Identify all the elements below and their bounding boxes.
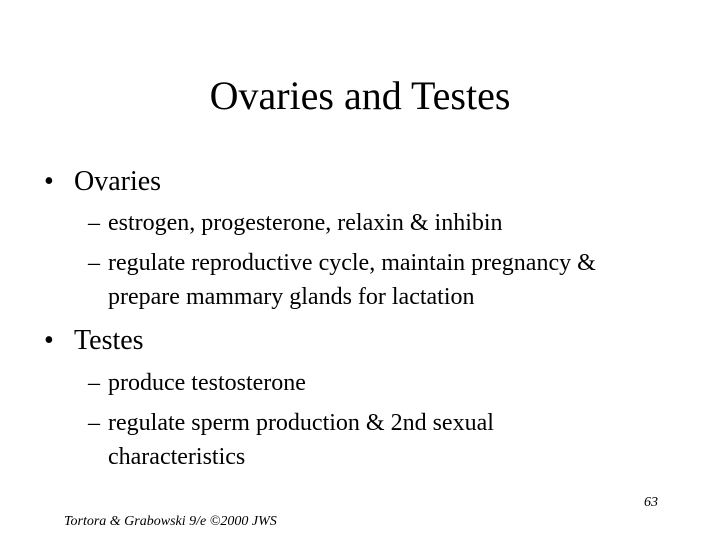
bullet-testes — [44, 324, 144, 358]
sub-item — [88, 366, 306, 400]
sub-item-continuation: prepare mammary glands for lactation — [108, 284, 475, 310]
sub-item — [88, 406, 494, 440]
sub-item — [88, 246, 596, 280]
dash-marker: – — [88, 210, 100, 236]
footer-credit: Tortora & Grabowski 9/e ©2000 JWS — [64, 514, 277, 529]
dash-marker: – — [88, 250, 100, 276]
bullet-dot: • — [44, 166, 54, 197]
dash-marker: – — [88, 370, 100, 396]
dash-marker: – — [88, 410, 100, 436]
page-number: 63 — [644, 495, 658, 510]
slide-title: Ovaries and Testes — [209, 73, 511, 118]
sub-item-text: produce testosterone — [108, 370, 306, 396]
bullet-ovaries — [44, 165, 161, 199]
sub-item-text: estrogen, progesterone, relaxin & inhibin — [108, 210, 503, 236]
bullet-heading: Ovaries — [74, 166, 162, 197]
sub-item-text: regulate reproductive cycle, maintain pregnancy & — [108, 250, 596, 276]
sub-item — [88, 206, 503, 240]
bullet-heading: Testes — [74, 325, 144, 356]
sub-item-text: regulate sperm production & 2nd sexual — [108, 410, 494, 436]
bullet-dot: • — [44, 325, 54, 356]
sub-item-continuation: characteristics — [108, 444, 246, 470]
